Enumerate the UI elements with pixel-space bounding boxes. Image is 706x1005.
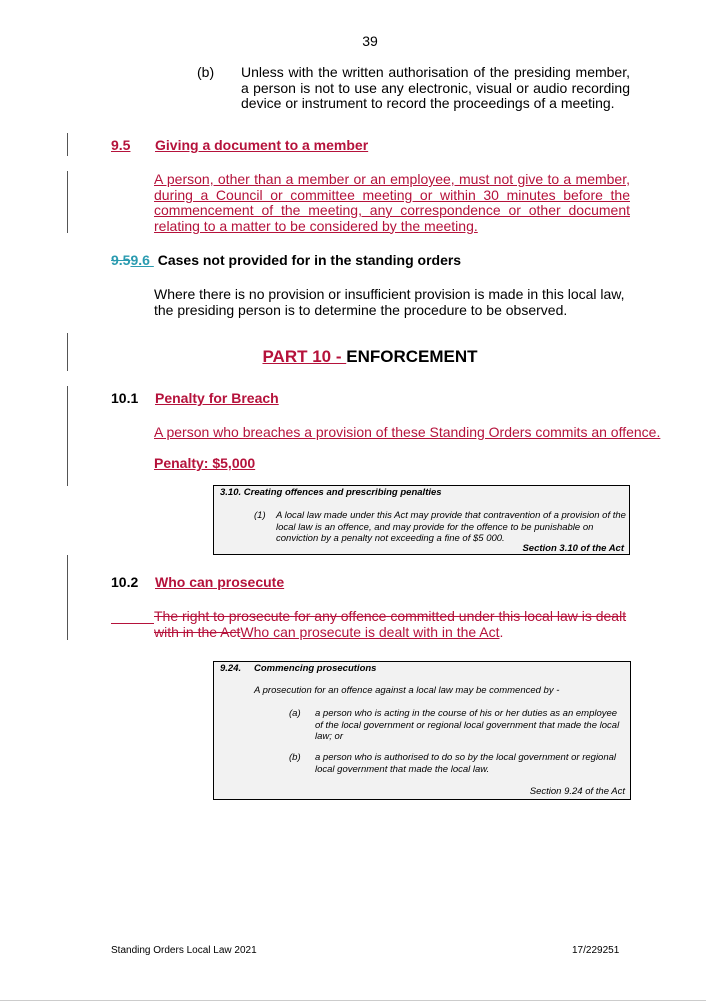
box-item-text: a person who is authorised to do so by the local government or regional local government that made the local law. (315, 752, 617, 775)
section-10-2-title: Who can prosecute (155, 574, 285, 590)
box-number: 9.24. (220, 663, 242, 674)
change-bar (67, 133, 68, 156)
page-bottom-edge (0, 1000, 706, 1001)
section-10-1-text: A person who breaches a provision of these Standing Orders commits an offence. (154, 424, 661, 440)
deleted-text: The right to prosecute for any offence committed under this local law is dealt with in the Act (154, 608, 627, 640)
box-intro: A prosecution for an offence against a local law may be commenced by - (254, 685, 560, 696)
inserted-text: Who can prosecute is dealt with in the Act (240, 623, 500, 640)
section-new-number: 9.6 (130, 252, 150, 268)
change-bar (67, 386, 68, 486)
section-10-1-penalty: Penalty: $5,000 (154, 455, 256, 471)
section-9-5-title: Giving a document to a member (155, 137, 369, 153)
box-item-label: (1) (254, 510, 266, 521)
box-heading: 3.10. Creating offences and prescribing penalties (220, 487, 442, 498)
act-extract-box-3-10 (213, 485, 630, 555)
section-10-1-title: Penalty for Breach (155, 390, 279, 406)
box-item-label: (b) (289, 752, 301, 763)
part-10-inserted: PART 10 - (262, 347, 347, 366)
box-source: Section 9.24 of the Act (529, 786, 625, 797)
box-item-text: A local law made under this Act may provide that contravention of a provision of the local law is an offence, and may provide for the offence to be punishable on conviction by a penalty not exceeding a fine of $5 000. (276, 510, 626, 544)
change-bar (67, 171, 68, 233)
box-source: Section 3.10 of the Act (522, 543, 624, 554)
section-9-5-number: 9.5 (111, 137, 131, 153)
para-b-label: (b) (197, 64, 215, 80)
box-item-label: (a) (289, 708, 301, 719)
section-10-2-number: 10.2 (111, 574, 139, 590)
page-number: 39 (362, 33, 378, 49)
act-extract-box-9-24 (213, 661, 631, 800)
section-old-number: 9.5 (111, 252, 131, 268)
section-9-6-heading (111, 252, 461, 268)
section-10-1-number: 10.1 (111, 390, 139, 406)
change-bar (67, 555, 68, 640)
deletion-indent-marker (111, 623, 154, 624)
box-item-text: a person who is acting in the course of his or her duties as an employee of the local government or regional local government that made the local law; or (315, 708, 620, 742)
part-10-heading (0, 347, 706, 367)
section-9-6-text: Where there is no provision or insufficient provision is made in this local law, the presiding person is to determine the procedure to be observed. (154, 286, 625, 318)
section-9-6-title: Cases not provided for in the standing orders (157, 252, 462, 268)
section-9-5-text: A person, other than a member or an employee, must not give to a member, during a Council or committee meeting or within 30 minutes before the commencement of the meeting, any correspondence or other document relating to a matter to be considered by the meeting. (154, 171, 630, 234)
part-10-title: ENFORCEMENT (346, 347, 478, 366)
footer-right: 17/229251 (572, 945, 620, 956)
section-10-2-text: The right to prosecute for any offence committed under this local law is dealt with in the ActWho can prosecute is dealt with in the Act. (154, 608, 627, 640)
para-b-text: Unless with the written authorisation of the presiding member, a person is not to use any electronic, visual or audio recording device or instrument to record the proceedings of a meeting. (241, 64, 630, 111)
box-heading: Commencing prosecutions (254, 663, 377, 674)
footer-left: Standing Orders Local Law 2021 (111, 945, 257, 956)
